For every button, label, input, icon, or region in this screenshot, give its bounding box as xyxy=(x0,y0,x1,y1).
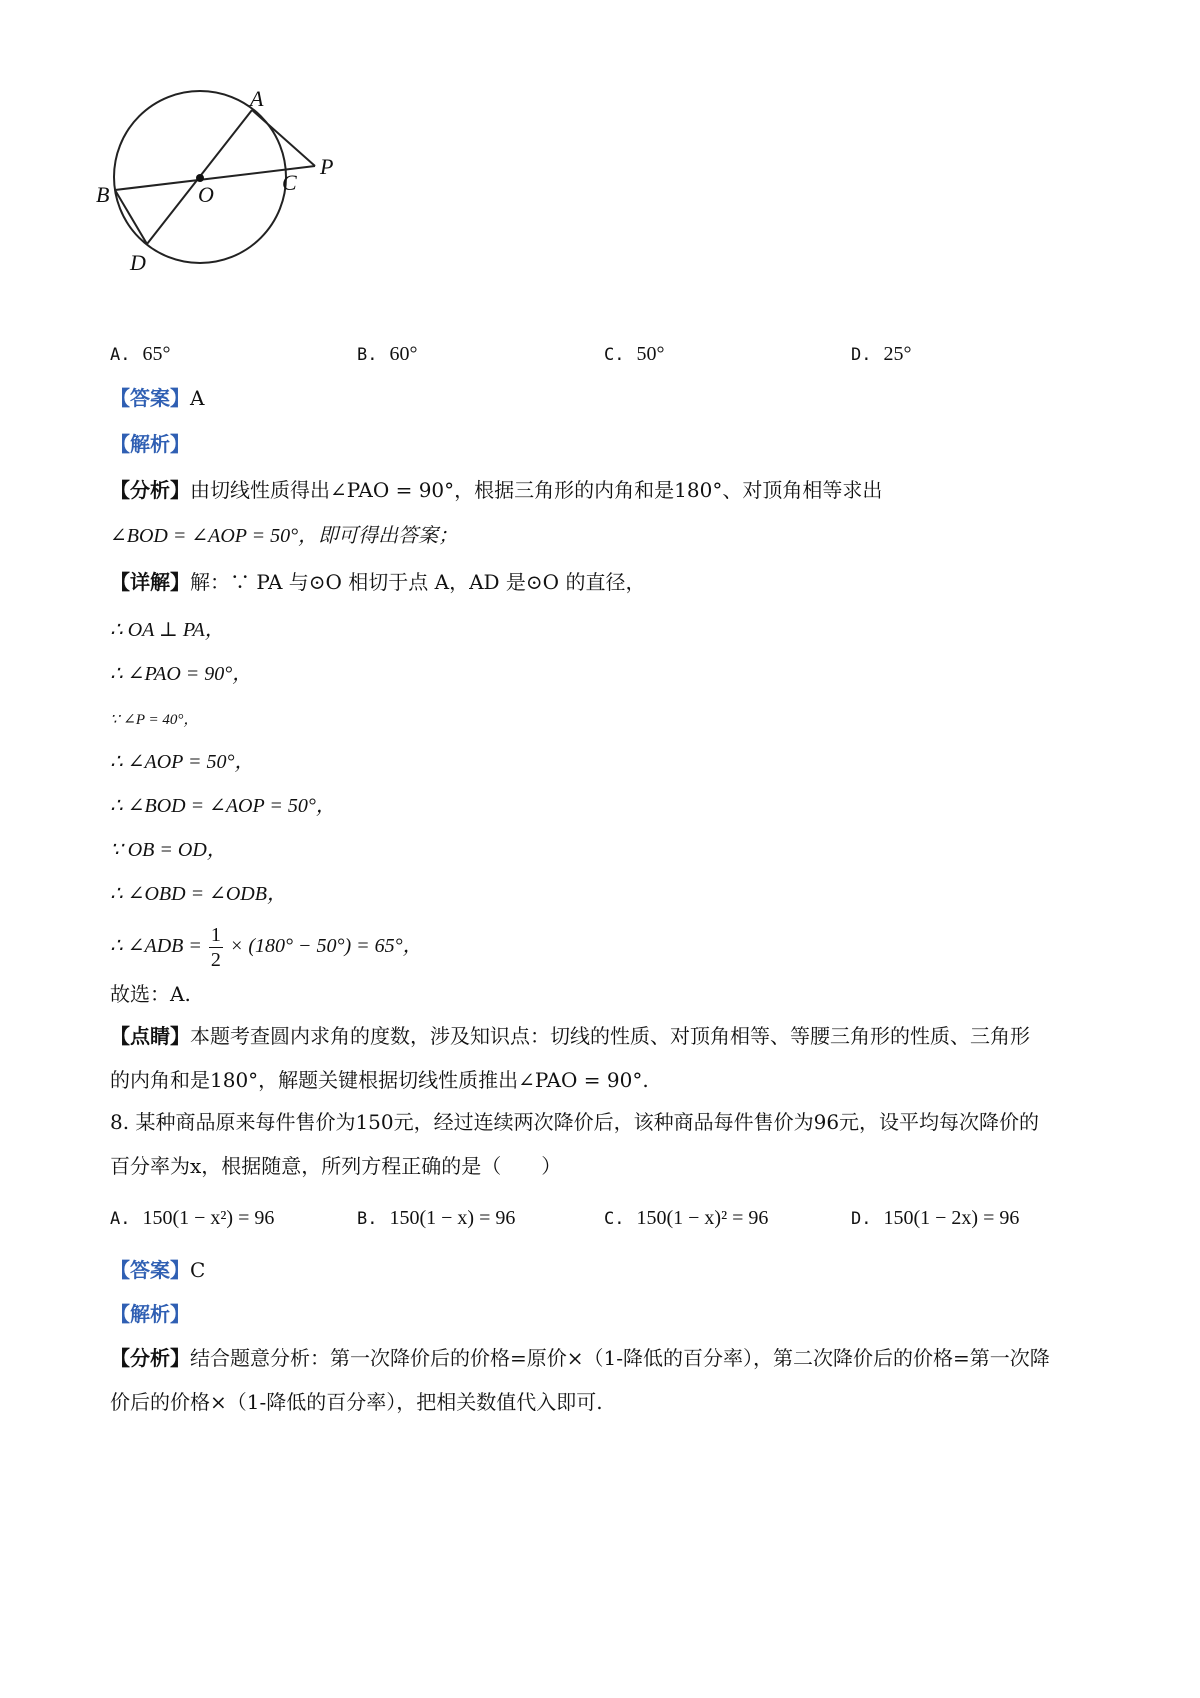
q7-step-5: ∴ ∠BOD = ∠AOP = 50°， xyxy=(110,795,336,817)
q7-option-c: C. 50° xyxy=(604,343,665,365)
q8-stem-2: 百分率为x，根据随意，所列方程正确的是（ ） xyxy=(110,1154,562,1178)
center-dot xyxy=(196,174,204,182)
q8-fenxi-1: 【分析】结合题意分析：第一次降价后的价格=原价×（1-降低的百分率），第二次降价后的价格=第一次降 xyxy=(110,1346,1050,1370)
q8-option-a: A. 150(1 − x²) = 96 xyxy=(110,1207,275,1229)
q8-answer: 【答案】C xyxy=(110,1258,206,1282)
q7-option-d: D. 25° xyxy=(851,343,912,365)
label-b: B xyxy=(96,182,110,207)
q7-step-1: ∴ OA ⊥ PA， xyxy=(110,619,225,641)
q8-option-c: C. 150(1 − x)² = 96 xyxy=(604,1207,769,1229)
segment-bd xyxy=(115,190,147,244)
q7-option-a: A. 65° xyxy=(110,343,171,365)
q7-choose: 故选：A. xyxy=(110,982,191,1006)
label-c: C xyxy=(282,170,297,195)
q7-analysis-heading: 【解析】 xyxy=(110,432,190,456)
q7-step-2: ∴ ∠PAO = 90°， xyxy=(110,663,253,685)
q8-option-d: D. 150(1 − 2x) = 96 xyxy=(851,1207,1020,1229)
q8-stem-1: 8. 某种商品原来每件售价为150元，经过连续两次降价后，该种商品每件售价为96元，设平均每次降价的 xyxy=(110,1110,1040,1134)
circle-figure xyxy=(90,90,450,380)
label-o: O xyxy=(198,182,214,207)
q7-step-4: ∴ ∠AOP = 50°， xyxy=(110,751,255,773)
q7-dianjing-2: 的内角和是180°，解题关键根据切线性质推出∠PAO = 90°. xyxy=(110,1068,649,1092)
label-d: D xyxy=(130,250,146,275)
q7-detail-intro: 【详解】解：∵ PA 与⊙O 相切于点 A，AD 是⊙O 的直径， xyxy=(110,570,646,594)
q7-final-step: ∴ ∠ADB = $\frac{1}{2}$ × (180° − 50°) = 65°， xyxy=(110,923,423,971)
fraction-one-half: $\frac{1}{2}$ xyxy=(210,923,221,971)
q7-step-7: ∴ ∠OBD = ∠ODB， xyxy=(110,883,287,905)
q7-answer: 【答案】A xyxy=(110,386,205,410)
q7-step-3: ∵ ∠P = 40°， xyxy=(110,712,199,728)
q7-fenxi-2: ∠BOD = ∠AOP = 50°，即可得出答案； xyxy=(110,525,459,547)
label-p: P xyxy=(320,154,334,179)
q7-fenxi-1: 【分析】由切线性质得出∠PAO = 90°，根据三角形的内角和是180°、对顶角相等求出 xyxy=(110,478,883,502)
q8-analysis-heading: 【解析】 xyxy=(110,1302,190,1326)
q7-option-b: B. 60° xyxy=(357,343,418,365)
q8-fenxi-2: 价后的价格×（1-降低的百分率），把相关数值代入即可. xyxy=(110,1390,603,1414)
q8-option-b: B. 150(1 − x) = 96 xyxy=(357,1207,516,1229)
q7-step-6: ∵ OB = OD， xyxy=(110,839,227,861)
q7-dianjing-1: 【点睛】本题考查圆内求角的度数，涉及知识点：切线的性质、对顶角相等、等腰三角形的性质、三角形 xyxy=(110,1024,1030,1048)
label-a: A xyxy=(250,90,264,111)
